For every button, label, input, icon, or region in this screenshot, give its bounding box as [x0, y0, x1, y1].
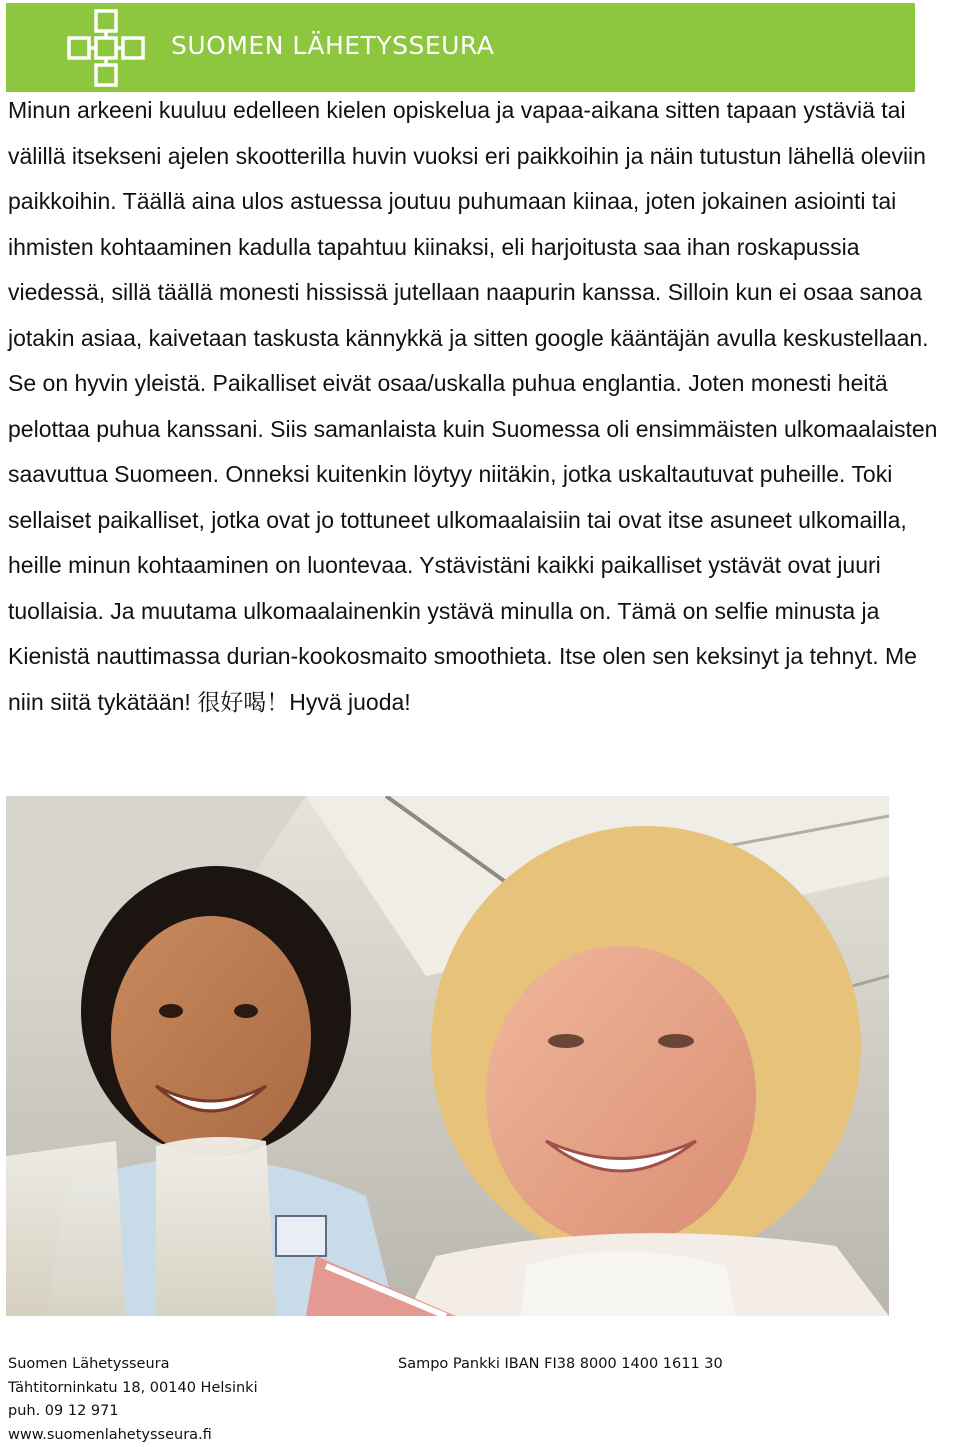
org-name: SUOMEN LÄHETYSSEURA — [171, 31, 494, 60]
selfie-illustration — [6, 796, 889, 1316]
footer-address: Tähtitorninkatu 18, 00140 Helsinki — [8, 1377, 258, 1401]
footer-website[interactable]: www.suomenlahetysseura.fi — [8, 1424, 258, 1447]
footer-bank-details: Sampo Pankki IBAN FI38 8000 1400 1611 30 — [398, 1353, 723, 1377]
footer-contact — [8, 1353, 258, 1447]
footer-org: Suomen Lähetysseura — [8, 1353, 258, 1377]
footer — [8, 1353, 958, 1445]
header-banner — [6, 3, 915, 92]
footer-bank — [398, 1353, 723, 1377]
paragraph-text: Minun arkeeni kuuluu edelleen kielen opiskelua ja vapaa-aikana sitten tapaan ystäviä tai välillä itsekseni ajelen skootterilla huvin vuoksi eri paikkoihin ja näin tutustun lähellä oleviin paikkoihin. Täällä aina ulos astuessa joutuu puhumaan kiinaa, joten jokainen asiointi tai ihmisten kohtaaminen kadulla tapahtuu kiinaksi, eli harjoitusta saa ihan roskapussia viedessä, sillä täällä monesti hississä jutellaan naapurin kanssa. Silloin kun ei osaa sanoa jotakin asiaa, kaivetaan taskusta kännykkä ja sitten google kääntäjän avulla keskustellaan. Se on hyvin yleistä. Paikalliset eivät osaa/uskalla puhua englantia. Joten monesti heitä pelottaa puhua kanssani. Siis samanlaista kuin Suomessa oli ensimmäisten ulkomaalaisten saavuttua Suomeen. Onneksi kuitenkin löytyy niitäkin, jotka uskaltautuvat puheille. Toki sellaiset paikalliset, jotka ovat jo tottuneet ulkomaalaisiin tai ovat itse asuneet ulkomailla, heille minun kohtaaminen on luontevaa. Ystävistäni kaikki paikalliset ystävät ovat juuri tuollaisia. Ja muutama ulkomaalainenkin ystävä minulla on. Tämä on selfie minusta ja Kienistä nauttimassa durian-kookosmaito smoothieta. Itse olen sen keksinyt ja tehnyt. Me niin siitä tykätään! 很好喝！Hyvä juoda! — [8, 97, 937, 715]
body-paragraph — [8, 88, 958, 725]
selfie-photo — [6, 796, 889, 1316]
cross-logo-icon — [64, 9, 148, 87]
footer-phone: puh. 09 12 971 — [8, 1400, 258, 1424]
